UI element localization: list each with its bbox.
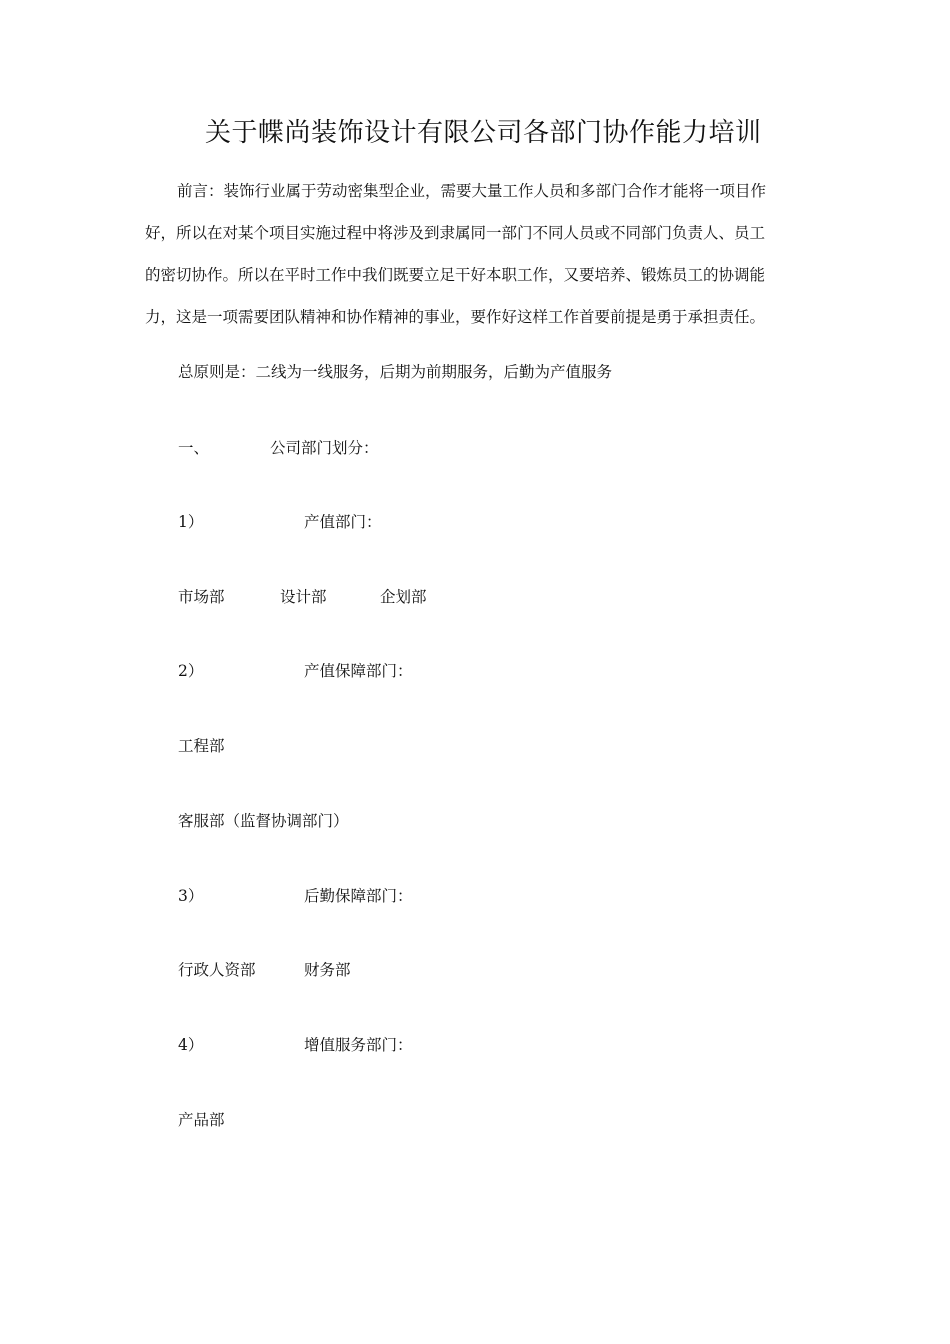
group-label: 后勤保障部门： (304, 887, 413, 905)
dept-item: 财务部 (304, 961, 351, 979)
group-number: 2） (178, 662, 204, 680)
dept-list (178, 585, 427, 607)
group-heading (178, 510, 382, 532)
intro-line: 的密切协作。所以在平时工作中我们既要立足干好本职工作，又要培养、锻炼员工的协调能 (145, 266, 766, 284)
intro-line: 力，这是一项需要团队精神和协作精神的事业，要作好这样工作首要前提是勇于承担责任。 (145, 308, 766, 326)
group-label: 产值部门： (304, 513, 382, 531)
section-heading (178, 436, 379, 458)
group-number: 1） (178, 513, 204, 531)
group-number: 3） (178, 887, 204, 905)
dept-item: 工程部 (178, 737, 225, 755)
group-heading (178, 659, 413, 681)
document-title: 关于幉尚装饰设计有限公司各部门协作能力培训 (205, 118, 762, 148)
section-label: 公司部门划分： (270, 439, 379, 457)
dept-list (178, 958, 351, 980)
dept-item: 企划部 (380, 588, 427, 606)
dept-item: 行政人资部 (178, 961, 256, 979)
group-heading (178, 1033, 413, 1055)
principle-text: 总原则是：二线为一线服务，后期为前期服务，后勤为产值服务 (178, 363, 613, 381)
group-label: 增值服务部门： (304, 1036, 413, 1054)
intro-line: 前言：装饰行业属于劳动密集型企业，需要大量工作人员和多部门合作才能将一项目作 (177, 182, 767, 200)
intro-paragraph (145, 170, 811, 338)
dept-item: 客服部（监督协调部门） (178, 812, 349, 830)
group-label: 产值保障部门： (304, 662, 413, 680)
intro-line: 好，所以在对某个项目实施过程中将涉及到隶属同一部门不同人员或不同部门负责人、员工 (145, 224, 766, 242)
dept-item: 设计部 (280, 588, 327, 606)
section-number: 一、 (178, 439, 210, 457)
dept-item: 产品部 (178, 1111, 225, 1129)
dept-item: 市场部 (178, 588, 225, 606)
group-heading (178, 884, 413, 906)
group-number: 4） (178, 1036, 204, 1054)
